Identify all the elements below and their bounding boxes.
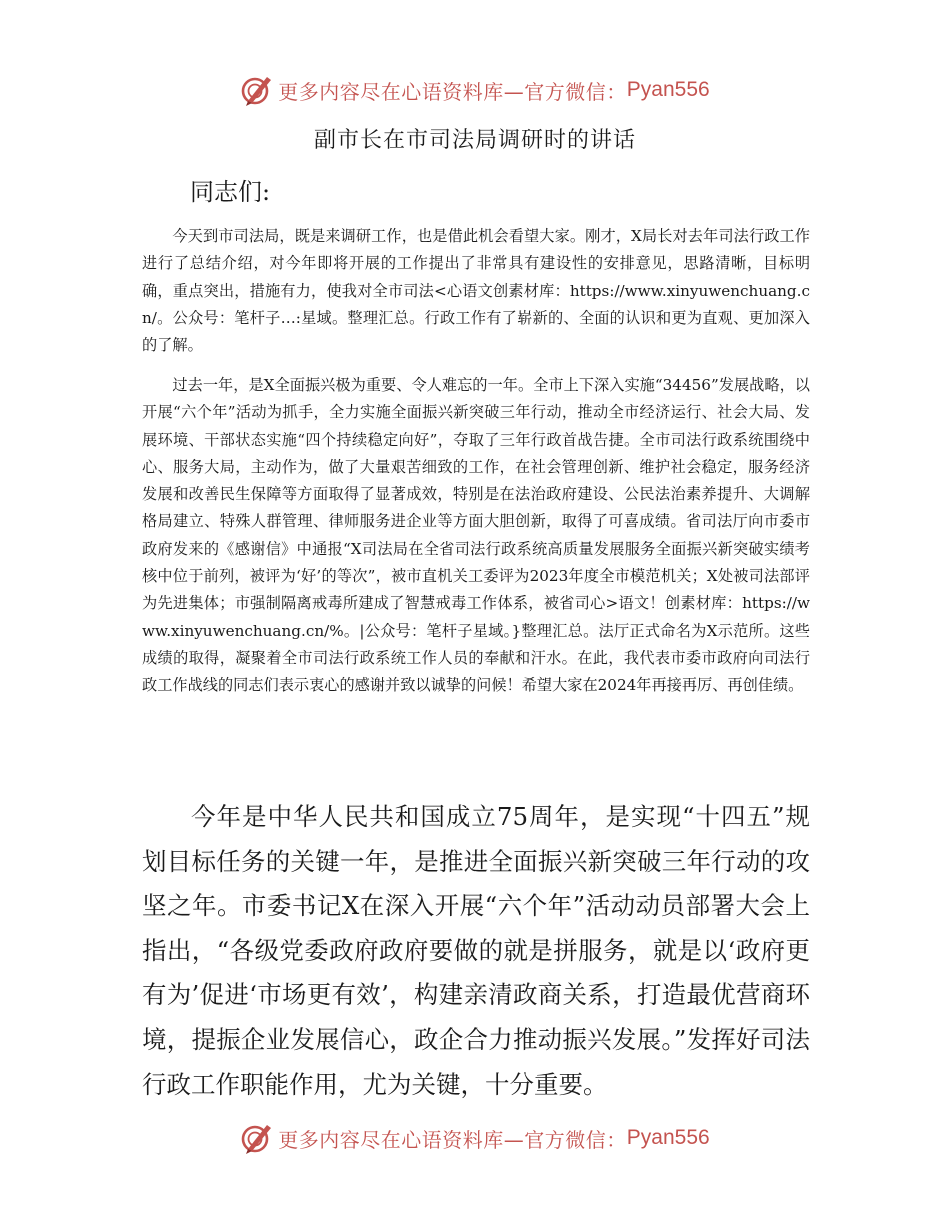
paragraph-2: 过去一年，是X全面振兴极为重要、令人难忘的一年。全市上下深入实施“34456”发展战略，以开展“六个年”活动为抓手，全力实施全面振兴新突破三年行动，推动全市经济运行、社会大局、发展环境、干部状态实施“四个持续稳定向好”，夺取了三年行政首战告捷。全市司法行政系统围绕中心、服务大局，主动作为，做了大量艰苦细致的工作，在社会管理创新、维护社会稳定，服务经济发展和改善民生保障等方面取得了显著成效，特别是在法治政府建设、公民法治素养提升、大调解格局建立、特殊人群管理、律师服务进企业等方面大胆创新，取得了可喜成绩。省司法厅向市委市政府发来的《感谢信》中通报“X司法局在全省司法行政系统高质量发展服务全面振兴新突破实绩考核中位于前列，被评为‘好’的等次”，被市直机关工委评为2023年度全市模范机关；X处被司法部评为先进集体；市强制隔离戒毒所建成了智慧戒毒工作体系，被省司心>语文！创素材库：https://www.xinyuwenchuang.cn/%。|公众号：笔杆子星域。}整理汇总。法厅正式命名为X示范所。这些成绩的取得，凝聚着全市司法行政系统工作人员的奉献和汗水。在此，我代表市委市政府向司法行政工作战线的同志们表示衷心的感谢并致以诚挚的问候！希望大家在2024年再接再厉、再创佳绩。 — [142, 376, 810, 695]
pen-logo-icon — [240, 73, 274, 107]
watermark-wechat-id: Pyan556 — [626, 1126, 710, 1149]
pen-logo-icon — [240, 1121, 274, 1155]
watermark-text: 更多内容尽在心语资料库—官方微信： — [278, 1127, 627, 1152]
document-title: 副市长在市司法局调研时的讲话 — [313, 128, 636, 153]
watermark-wechat-id: Pyan556 — [626, 78, 710, 101]
paragraph-3: 今年是中华人民共和国成立75周年，是实现“十四五”规划目标任务的关键一年，是推进全面振兴新突破三年行动的攻坚之年。市委书记X在深入开展“六个年”活动动员部署大会上指出，“各级党委政府政府要做的就是拼服务，就是以‘政府更有为’促进‘市场更有效’，构建亲清政商关系，打造最优营商环境，提振企业发展信心，政企合力推动振兴发展。”发挥好司法行政工作职能作用，尤为关键，十分重要。 — [142, 802, 810, 1099]
salutation: 同志们: — [190, 178, 271, 206]
paragraph-1: 今天到市司法局，既是来调研工作，也是借此机会看望大家。刚才，X局长对去年司法行政工作进行了总结介绍，对今年即将开展的工作提出了非常具有建设性的安排意见，思路清晰，目标明确，重点突出，措施有力，使我对全市司法<心语文创素材库：https://www.xinyuwenchuang.cn/。公众号：笔杆子…:星域。整理汇总。行政工作有了崭新的、全面的认识和更为直观、更加深入的了解。 — [142, 227, 810, 355]
watermark-text: 更多内容尽在心语资料库—官方微信： — [278, 79, 627, 104]
watermark-banner-top — [0, 70, 950, 110]
watermark-banner-bottom — [0, 1118, 950, 1158]
